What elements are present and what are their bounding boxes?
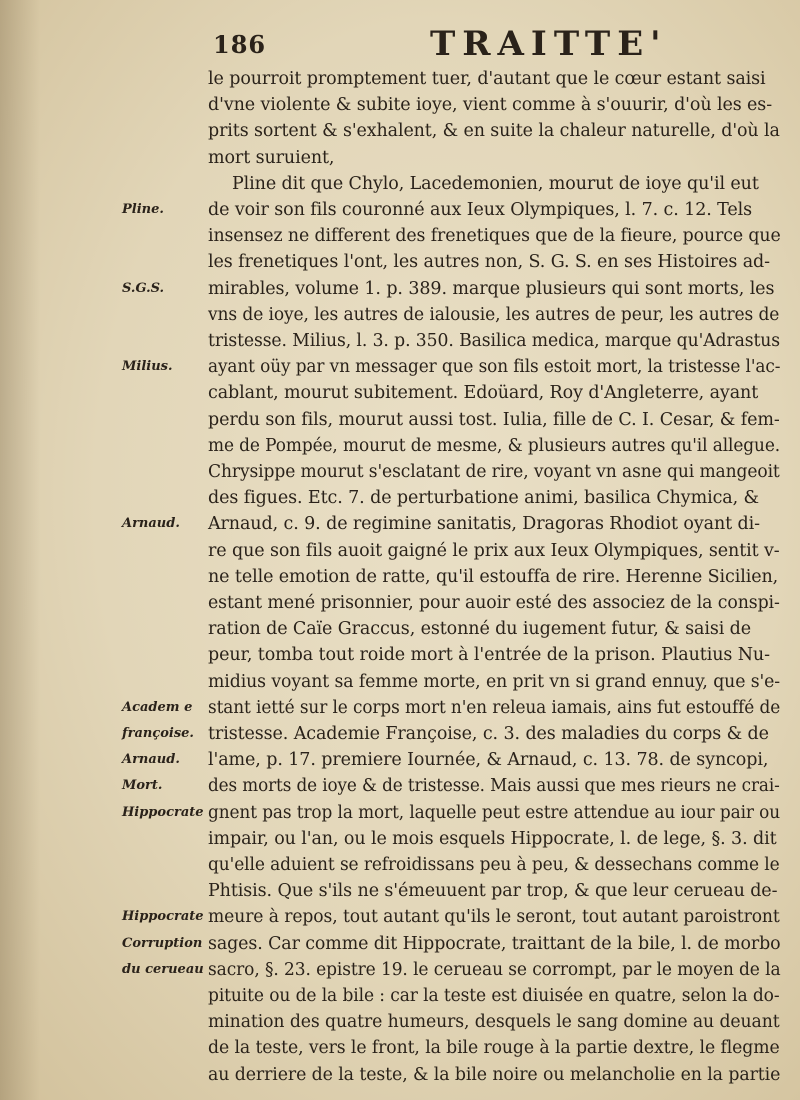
text-line: cablant, mourut subitement. Edoüard, Roy d'Angleterre, ayant (208, 383, 759, 404)
margin-note: Arnaud. (122, 752, 180, 768)
text-line: les frenetiques l'ont, les autres non, S. G. S. en ses Histoires ad- (208, 252, 770, 273)
text-line: tristesse. Academie Françoise, c. 3. des maladies du corps & de (208, 724, 769, 744)
text-line: insensez ne different des frenetiques que de la fieure, pource que (208, 226, 781, 247)
text-line: Chrysippe mourut s'esclatant de rire, voyant vn asne qui mangeoit (208, 462, 780, 482)
text-line: ayant oüy par vn messager que son fils estoit mort, la tristesse l'ac- (208, 357, 781, 378)
margin-note: Milius. (122, 359, 173, 375)
text-line: Pline dit que Chylo, Lacedemonien, mourut de ioye qu'il eut (232, 173, 759, 194)
text-line: mirables, volume 1. p. 389. marque plusieurs qui sont morts, les (208, 278, 775, 299)
text-line: ne telle emotion de ratte, qu'il estouffa de rire. Herenne Sicilien, (208, 566, 779, 587)
text-line: d'vne violente & subite ioye, vient comme à s'ouurir, d'où les es- (208, 95, 773, 116)
text-line: Arnaud, c. 9. de regimine sanitatis, Dragoras Rhodiot oyant di- (208, 514, 760, 535)
text-line: peur, tomba tout roide mort à l'entrée de la prison. Plautius Nu- (208, 645, 770, 666)
text-line: re que son fils auoit gaigné le prix aux Ieux Olympiques, sentit v- (208, 540, 780, 561)
running-title: TRAITTE' (430, 24, 668, 64)
text-line: l'ame, p. 17. premiere Iournée, & Arnaud, c. 13. 78. de syncopi, (208, 750, 769, 771)
page-number: 186 (213, 30, 267, 59)
text-line: stant ietté sur le corps mort n'en releua iamais, ains fut estouffé de (208, 697, 781, 718)
text-line: ration de Caïe Graccus, estonné du iugement futur, & saisi de (208, 619, 752, 640)
text-line: au derriere de la teste, & la bile noire ou melancholie en la partie (208, 1064, 781, 1085)
text-line: estant mené prisonnier, pour auoir esté des associez de la conspi- (208, 593, 780, 613)
margin-note: Hippocrate (122, 909, 204, 925)
text-line: impair, ou l'an, ou le mois esquels Hippocrate, l. de lege, §. 3. dit (208, 828, 777, 849)
text-line: mination des quatre humeurs, desquels le sang domine au deuant (208, 1012, 780, 1033)
text-line: pituite ou de la bile : car la teste est diuisée en quatre, selon la do- (208, 986, 780, 1006)
text-line: tristesse. Milius, l. 3. p. 350. Basilica medica, marque qu'Adrastus (208, 331, 780, 351)
margin-note: françoise. (122, 726, 194, 741)
text-line: de la teste, vers le front, la bile rouge à la partie dextre, le flegme (208, 1038, 780, 1059)
margin-note: S.G.S. (122, 280, 165, 296)
margin-note: Academ e (122, 699, 193, 715)
text-line: des figues. Etc. 7. de perturbatione animi, basilica Chymica, & (208, 488, 760, 509)
text-line: sacro, §. 23. epistre 19. le cerueau se corrompt, par le moyen de la (208, 959, 781, 980)
text-line: mort suruient, (208, 147, 335, 168)
text-line: des morts de ioye & de tristesse. Mais aussi que mes rieurs ne crai- (208, 776, 780, 797)
text-line: qu'elle aduient se refroidissans peu à peu, & dessechans comme le (208, 855, 780, 875)
margin-note: Mort. (122, 778, 163, 794)
text-line: gnent pas trop la mort, laquelle peut estre attendue au iour pair ou (208, 802, 781, 823)
text-line: me de Pompée, mourut de mesme, & plusieurs autres qu'il allegue. (208, 435, 781, 456)
margin-note: du cerueau (122, 961, 204, 977)
margin-note: Pline. (122, 202, 164, 217)
text-line: vns de ioye, les autres de ialousie, les autres de peur, les autres de (208, 304, 780, 325)
margin-note: Corruption (122, 935, 203, 951)
text-line: prits sortent & s'exhalent, & en suite la chaleur naturelle, d'où la (208, 121, 780, 142)
text-line: sages. Car comme dit Hippocrate, traittant de la bile, l. de morbo (208, 933, 781, 954)
text-line: perdu son fils, mourut aussi tost. Iulia, fille de C. I. Cesar, & fem- (208, 409, 780, 430)
text-line: midius voyant sa femme morte, en prit vn si grand ennuy, que s'e- (208, 671, 781, 692)
margin-note: Hippocrate (122, 804, 204, 820)
text-line: meure à repos, tout autant qu'ils le seront, tout autant paroistront (208, 907, 780, 928)
text-line: le pourroit promptement tuer, d'autant que le cœur estant saisi (208, 69, 766, 89)
text-line: de voir son fils couronné aux Ieux Olympiques, l. 7. c. 12. Tels (208, 200, 753, 220)
margin-note: Arnaud. (122, 516, 180, 532)
text-line: Phtisis. Que s'ils ne s'émeuuent par trop, & que leur cerueau de- (208, 881, 778, 902)
